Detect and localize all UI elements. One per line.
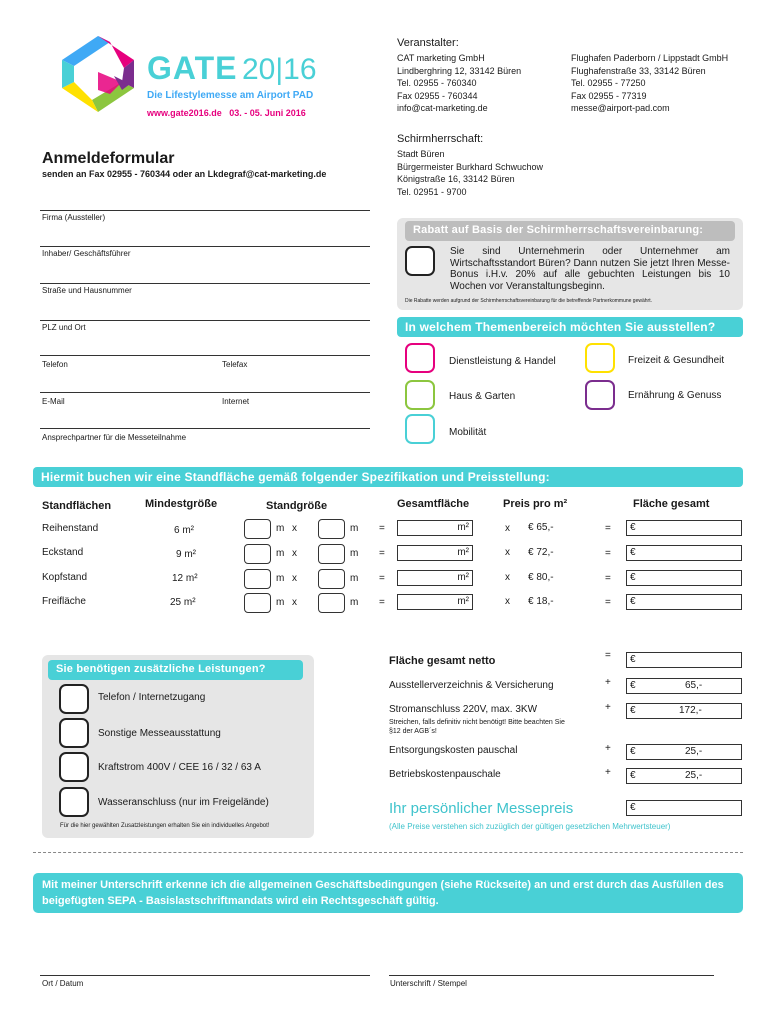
row-min: 12 m²: [172, 573, 198, 584]
euro-sign: €: [630, 705, 636, 716]
euro-sign: €: [630, 770, 636, 781]
field-firma-line[interactable]: [40, 210, 370, 211]
themes-heading: In welchem Themenbereich möchten Sie ausstellen?: [397, 317, 743, 337]
euro-sign: €: [630, 596, 636, 607]
row-min: 9 m²: [176, 549, 196, 560]
theme-checkbox-ernaehrung[interactable]: [585, 380, 615, 410]
service-label-telefon: Telefon / Internetzugang: [98, 692, 206, 703]
col-flaeche-gesamt: Fläche gesamt: [633, 498, 710, 510]
area-unit: m²: [457, 522, 469, 533]
patronage-line: Stadt Büren: [397, 149, 445, 159]
times-sign: x: [292, 573, 297, 584]
patronage-line: Tel. 02951 - 9700: [397, 186, 467, 197]
discount-checkbox[interactable]: [405, 246, 435, 276]
plus-sign: +: [605, 767, 611, 778]
discount-footnote: Die Rabatte werden aufgrund der Schirmherrschaftsvereinbarung für die betreffende Partnerkommune gewährt.: [405, 298, 652, 304]
size-b-input[interactable]: [318, 569, 345, 589]
equals-sign: =: [605, 597, 611, 608]
size-unit: m: [350, 523, 359, 534]
dashed-separator: [33, 852, 743, 853]
size-unit: m: [276, 573, 285, 584]
times-sign: x: [292, 523, 297, 534]
service-checkbox-kraftstrom[interactable]: [59, 752, 89, 782]
equals-sign: =: [605, 548, 611, 559]
equals-sign: =: [379, 597, 385, 608]
field-strasse-label: Straße und Hausnummer: [42, 286, 132, 295]
field-plz-line[interactable]: [40, 320, 370, 321]
logo-url-dates: www.gate2016.de 03. - 05. Juni 2016: [147, 108, 306, 118]
personal-price-label: Ihr persönlicher Messepreis: [389, 800, 574, 817]
area-unit: m²: [457, 596, 469, 607]
signature-line[interactable]: [389, 975, 714, 976]
euro-sign: €: [630, 802, 636, 813]
equals-sign: =: [379, 548, 385, 559]
sum-input[interactable]: [626, 520, 742, 536]
strom-note: Streichen, falls definitiv nicht benötigt! Bitte beachten Sie §12 der AGB´s!: [389, 719, 565, 735]
row-price: € 65,-: [528, 522, 554, 533]
gate-logo: [52, 32, 322, 132]
area-unit: m²: [457, 547, 469, 558]
theme-checkbox-haus[interactable]: [405, 380, 435, 410]
service-checkbox-wasser[interactable]: [59, 787, 89, 817]
field-internet-label: Internet: [222, 397, 250, 406]
organizer-left: [397, 52, 521, 115]
amount: 172,-: [679, 705, 702, 716]
row-price: € 18,-: [528, 596, 554, 607]
times-sign: x: [292, 597, 297, 608]
organizer-heading: Veranstalter:: [397, 37, 459, 49]
form-title: Anmeldeformular: [42, 150, 175, 167]
theme-checkbox-mobilitaet[interactable]: [405, 414, 435, 444]
services-heading: Sie benötigen zusätzliche Leistungen?: [48, 660, 303, 680]
col-standflaechen: Standflächen: [42, 500, 112, 512]
row-min: 6 m²: [174, 525, 194, 536]
size-unit: m: [276, 548, 285, 559]
col-standgroesse: Standgröße: [266, 500, 328, 512]
service-label-wasser: Wasseranschluss (nur im Freigelände): [98, 797, 269, 808]
service-label-kraftstrom: Kraftstrom 400V / CEE 16 / 32 / 63 A: [98, 762, 261, 773]
organizer-line: messe@airport-pad.com: [571, 103, 670, 113]
row-name: Kopfstand: [42, 572, 88, 583]
patronage-line: Bürgermeister Burkhard Schwuchow: [397, 161, 544, 172]
theme-label-freizeit: Freizeit & Gesundheit: [628, 355, 725, 366]
amount: 25,-: [685, 770, 703, 781]
organizer-line: Tel. 02955 - 77250: [571, 78, 646, 88]
row-name: Eckstand: [42, 547, 84, 558]
gate-logo-mark-icon: [52, 32, 144, 130]
sum-input[interactable]: [626, 570, 742, 586]
row-min: 25 m²: [170, 597, 196, 608]
equals-sign: =: [605, 650, 611, 661]
personal-price-input[interactable]: [626, 800, 742, 816]
size-unit: m: [276, 523, 285, 534]
organizer-line: Flughafenstraße 33, 33142 Büren: [571, 65, 706, 76]
field-inhaber-line[interactable]: [40, 246, 370, 247]
size-a-input[interactable]: [244, 519, 271, 539]
discount-text: Sie sind Unternehmerin oder Unternehmer am Wirtschaftsstandort Büren? Dann nutzen Sie jetzt Ihren Messe-Bonus i.H.v. 20% auf alle gebuchten Leistungen bis 10 Wochen vor Veranstaltungsbeginn.: [450, 246, 730, 292]
times-sign: x: [505, 596, 510, 607]
times-sign: x: [505, 572, 510, 583]
organizer-line: Tel. 02955 - 760340: [397, 78, 477, 88]
size-a-input[interactable]: [244, 544, 271, 564]
place-date-line[interactable]: [40, 975, 370, 976]
organizer-right: [571, 52, 728, 115]
row-price: € 72,-: [528, 547, 554, 558]
services-footnote: Für die hier gewählten Zusatzleistungen erhalten Sie ein individuelles Angebot!: [60, 823, 270, 829]
organizer-line: info@cat-marketing.de: [397, 103, 488, 113]
theme-label-dienstleistung: Dienstleistung & Handel: [449, 356, 556, 367]
area-input[interactable]: [397, 570, 473, 586]
field-telefon-label: Telefon: [42, 360, 68, 369]
logo-subtitle: Die Lifestylemesse am Airport PAD: [147, 90, 314, 101]
area-input[interactable]: [397, 520, 473, 536]
field-telefax-label: Telefax: [222, 360, 248, 369]
sum-input[interactable]: [626, 594, 742, 610]
col-preis: Preis pro m²: [503, 498, 568, 510]
signature-label: Unterschrift / Stempel: [390, 979, 467, 988]
row-name: Freifläche: [42, 596, 86, 607]
field-ansprech-label: Ansprechpartner für die Messeteilnahme: [42, 433, 187, 442]
euro-sign: €: [630, 654, 636, 665]
amount: 25,-: [685, 746, 703, 757]
discount-heading: Rabatt auf Basis der Schirmherrschaftsvereinbarung:: [405, 221, 735, 241]
col-mindestgroesse: Mindestgröße: [145, 498, 218, 510]
plus-sign: +: [605, 743, 611, 754]
organizer-line: CAT marketing GmbH: [397, 53, 485, 63]
field-inhaber-label: Inhaber/ Geschäftsführer: [42, 249, 131, 258]
size-b-input[interactable]: [318, 519, 345, 539]
total-value-verzeichnis: [626, 678, 742, 694]
field-telefon-line[interactable]: [40, 355, 370, 356]
field-plz-label: PLZ und Ort: [42, 323, 86, 332]
size-unit: m: [350, 597, 359, 608]
vat-note: (Alle Preise verstehen sich zuzüglich der gültigen gesetzlichen Mehrwertsteuer): [389, 822, 671, 831]
field-email-line[interactable]: [40, 392, 370, 393]
field-email-label: E-Mail: [42, 397, 65, 406]
service-checkbox-telefon[interactable]: [59, 684, 89, 714]
field-strasse-line[interactable]: [40, 283, 370, 284]
row-price: € 80,-: [528, 572, 554, 583]
theme-checkbox-freizeit[interactable]: [585, 343, 615, 373]
theme-checkbox-dienstleistung[interactable]: [405, 343, 435, 373]
field-ansprech-line[interactable]: [40, 428, 370, 429]
sum-input[interactable]: [626, 545, 742, 561]
organizer-line: Lindberghring 12, 33142 Büren: [397, 65, 522, 76]
theme-label-ernaehrung: Ernährung & Genuss: [628, 390, 722, 401]
amount: 65,-: [685, 680, 703, 691]
size-unit: m: [350, 573, 359, 584]
area-unit: m²: [457, 572, 469, 583]
theme-label-mobilitaet: Mobilität: [449, 427, 487, 438]
row-name: Reihenstand: [42, 523, 99, 534]
total-label-betrieb: Betriebskostenpauschale: [389, 769, 501, 780]
times-sign: x: [505, 547, 510, 558]
area-input[interactable]: [397, 545, 473, 561]
size-b-input[interactable]: [318, 593, 345, 613]
patronage-lines: [397, 148, 543, 198]
equals-sign: =: [379, 573, 385, 584]
euro-sign: €: [630, 522, 636, 533]
organizer-line: Fax 02955 - 77319: [571, 90, 647, 101]
size-a-input[interactable]: [244, 593, 271, 613]
patronage-heading: Schirmherrschaft:: [397, 133, 484, 145]
logo-title: GATE: [147, 50, 238, 86]
service-label-sonstige: Sonstige Messeausstattung: [98, 728, 221, 739]
logo-year: 20|16: [241, 53, 317, 86]
consent-text: Mit meiner Unterschrift erkenne ich die allgemeinen Geschäftsbedingungen (siehe Rückseite) an und erst durch das Ausfüllen des beigefügten SEPA - Basislastschriftmandats wird ein Rechtsgeschäft gültig.: [42, 879, 724, 907]
times-sign: x: [505, 523, 510, 534]
plus-sign: +: [605, 702, 611, 713]
euro-sign: €: [630, 746, 636, 757]
organizer-line: Flughafen Paderborn / Lippstadt GmbH: [571, 53, 729, 63]
net-sum-input[interactable]: [626, 652, 742, 668]
size-b-input[interactable]: [318, 544, 345, 564]
area-input[interactable]: [397, 594, 473, 610]
euro-sign: €: [630, 680, 636, 691]
euro-sign: €: [630, 572, 636, 583]
equals-sign: =: [379, 523, 385, 534]
total-label-verzeichnis: Ausstellerverzeichnis & Versicherung: [389, 680, 554, 691]
size-unit: m: [276, 597, 285, 608]
booking-heading: Hiermit buchen wir eine Standfläche gemäß folgender Spezifikation und Preisstellung:: [33, 467, 743, 487]
total-label-strom: Stromanschluss 220V, max. 3KW: [389, 704, 538, 715]
equals-sign: =: [605, 573, 611, 584]
size-unit: m: [350, 548, 359, 559]
theme-label-haus: Haus & Garten: [449, 391, 516, 402]
times-sign: x: [292, 548, 297, 559]
total-value-entsorgung: [626, 744, 742, 760]
col-gesamtflaeche: Gesamtfläche: [397, 498, 470, 510]
service-checkbox-sonstige[interactable]: [59, 718, 89, 748]
plus-sign: +: [605, 677, 611, 688]
euro-sign: €: [630, 547, 636, 558]
total-value-betrieb: [626, 768, 742, 784]
net-label: Fläche gesamt netto: [389, 655, 496, 667]
field-firma-label: Firma (Aussteller): [42, 213, 106, 222]
form-subtitle: senden an Fax 02955 - 760344 oder an Lkdegraf@cat-marketing.de: [42, 169, 327, 179]
organizer-line: Fax 02955 - 760344: [397, 90, 478, 101]
patronage-line: Königstraße 16, 33142 Büren: [397, 174, 515, 184]
total-label-entsorgung: Entsorgungskosten pauschal: [389, 745, 518, 756]
place-date-label: Ort / Datum: [42, 979, 84, 988]
size-a-input[interactable]: [244, 569, 271, 589]
equals-sign: =: [605, 523, 611, 534]
total-value-strom: [626, 703, 742, 719]
